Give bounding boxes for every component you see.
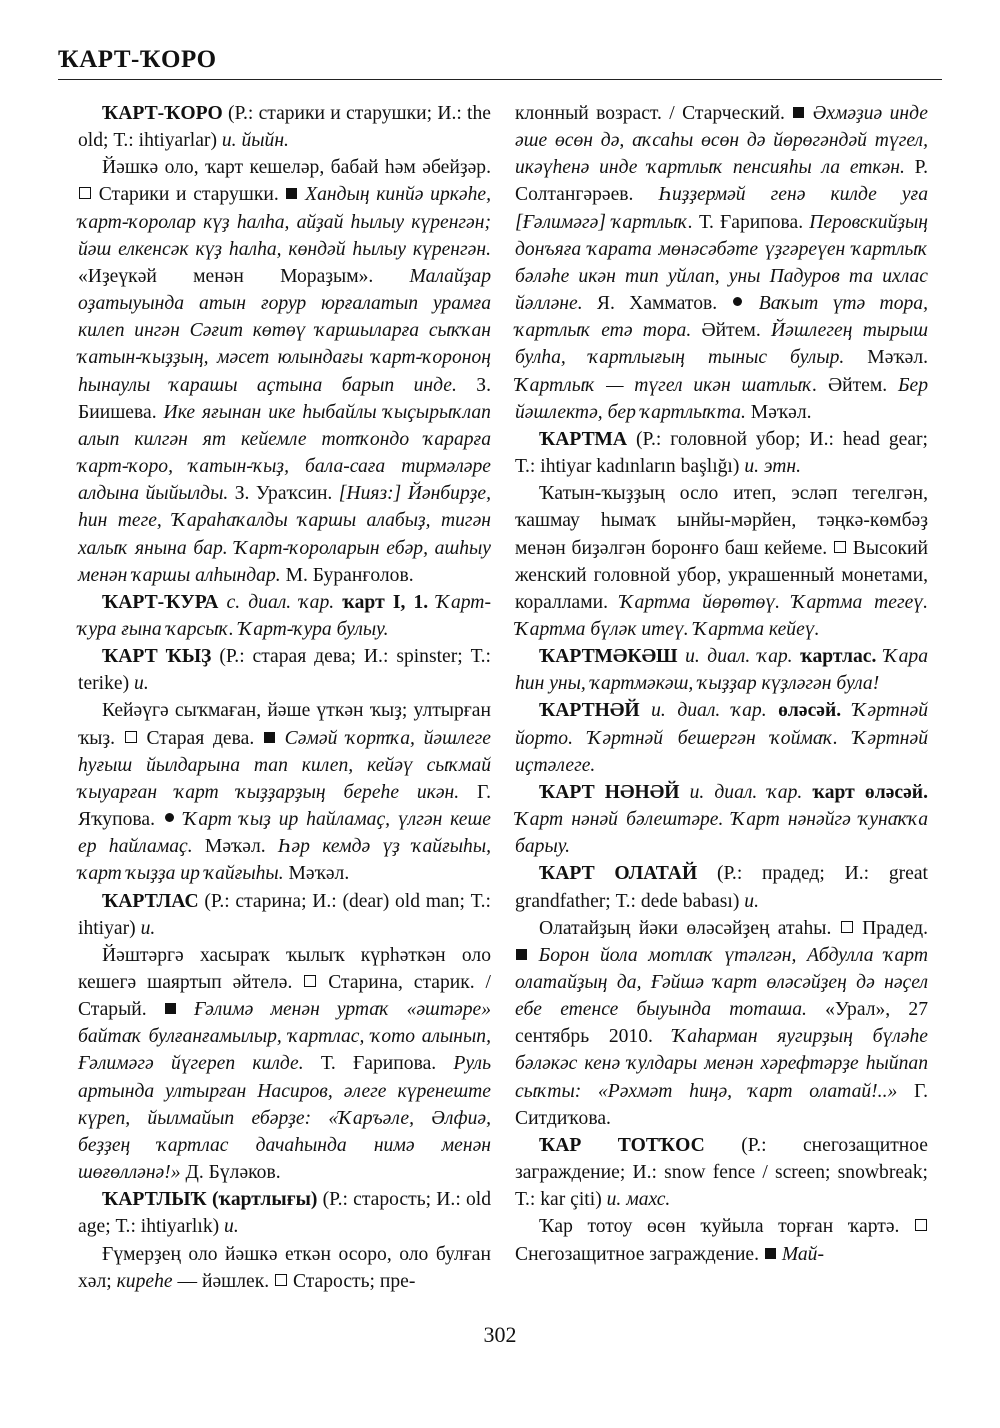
entry-gloss: (Р.: старость; И.: old age; Т.: ihtiyarlık) [78, 1189, 492, 1238]
right-column [515, 100, 928, 1268]
antonym: — йәшлек. [172, 1270, 275, 1292]
cross-reference: ҡарт I, 1. [342, 591, 429, 613]
example-text: Әхмәҙиә инде әше өсөн дә, аҡсаһы өсөн дә йөрөгәндәй түгел, икәүһенә инде ҡартлыҡ пенсияһы ла еткән. [515, 103, 928, 179]
definition [515, 1213, 928, 1267]
grammar-label: и. махс. [606, 1189, 671, 1211]
source: Мәҡәл. [750, 401, 812, 423]
russian-marker-icon [79, 187, 91, 199]
headword: ҠАРТМӘКӘШ [539, 646, 678, 668]
example-text: Борон йола мотлаҡ үтәлгән, Абдулла ҡарт олатайҙың да, Ғәйшә ҡарт өләсәйҙең дә нәҫел ебе етенсе быуында тоташа. [515, 944, 928, 1021]
russian-marker-icon [915, 1219, 927, 1231]
cross-reference: ҡарт өләсәй. [812, 781, 928, 803]
grammar-label: и. [134, 673, 149, 695]
source: М. Буранғолов. [285, 564, 414, 586]
example-marker-icon [264, 732, 275, 743]
page-number: 302 [483, 1322, 517, 1347]
definition-text: Кейәүгә сыҡмаған, йәше үткән ҡыҙ; ултырған ҡыҙ. [78, 700, 491, 749]
example-text: Май- [781, 1243, 824, 1265]
entry-kartlyk [78, 1186, 491, 1240]
definition [78, 697, 491, 887]
cross-reference: ҡартлас. [800, 646, 877, 668]
example-marker-icon [793, 107, 804, 118]
example-text: Руль артында ултырған Насиров, әлеге күренеште күреп, йылмайып ебәрҙе: «Ҡаръәле, Әлфиә, беҙҙең ҡартлас дачаһында нимә менән шөғөлләнә!» [78, 1053, 491, 1184]
russian-translation: Старая дева. [146, 727, 263, 749]
definition-text: Олатайҙың йәки өләсәйҙең атаһы. [539, 917, 840, 939]
grammar-label: и. диал. ҡар. [677, 646, 801, 668]
example-text: Ҡарт-ҡура ғына ҡарсыҡ. Ҡарт-ҡура булыу. [78, 591, 491, 640]
example-text: Ҡаһарман яугирҙың бүләһе бәләкәс кенә ҡулдары менән хәрефтәрҙе һыйпап сыҡты: «Рәхмәт һиңә, ҡарт олатай!..» [515, 1026, 928, 1102]
russian-marker-icon [125, 731, 137, 743]
definition-text: Йәштәргә хасыраҡ ҡылыҡ күрһәткән оло кешегә шаяртып әйтелә. [78, 944, 491, 993]
headword: ҠАРТЛАС [102, 890, 199, 912]
russian-translation: Высокий женский головной убор, украшенный монетами, кораллами. [515, 537, 928, 613]
cross-reference: өләсәй. [778, 700, 842, 722]
example-text: Бер йәшлектә, бер ҡартлыҡта. [515, 374, 928, 423]
source: Я. Хамматов. [596, 293, 732, 315]
antonym-label: киреһе [116, 1270, 173, 1292]
entry-kart-nanay [515, 779, 928, 860]
example-text: Малайҙар оҙатыуында атын ғорур юрғалатып урамға килеп ингән Сәғит көтөү ҡаршыларға сыҡҡан ҡатын-ҡыҙҙың, мәсет юлындағы ҡарт-ҡороноң һынаулы ҡарашы аҫтына барып инде. [78, 265, 491, 396]
entry-gloss: (Р.: старая дева; И.: spinster; Т.: terike) [78, 646, 491, 695]
source: Р. Солтангәрәев. [515, 157, 928, 206]
source: «Урал», 27 сентябрь 2010. [515, 999, 928, 1048]
entry-kar-totkos [515, 1132, 928, 1213]
example-text: Ике яғынан ике һыбайлы ҡыҫырыҡлап алып килгән ят кейемле тотҡондо ҡарарға ҡарт-ҡоро, ҡатын-ҡыҙ, бала-саға тирмәләре алдына йыйылды. [78, 401, 491, 505]
entry-kart-koro [78, 100, 491, 154]
source: Т. Ғарипова. [698, 211, 810, 233]
headword: ҠАРТ ОЛАТАЙ [539, 863, 698, 885]
definition-text: Йәшкә оло, ҡарт кешеләр, бабай һәм әбейҙәр. [102, 157, 491, 179]
proverb-marker-icon [733, 297, 742, 306]
entry-kartnay [515, 697, 928, 778]
grammar-label: и. [744, 890, 759, 912]
example-marker-icon [765, 1248, 776, 1259]
russian-marker-icon [304, 975, 316, 987]
entry-kartma [515, 426, 928, 480]
grammar-label: и. [224, 1216, 239, 1238]
headword: ҠАРТНӘЙ [539, 700, 640, 722]
example-text: Ғәлимә менән уртаҡ «әштәре» байтаҡ булғанғамылыр, ҡартлас, ҡото алынып, Ғәлимәгә йүгереп килде. [78, 999, 491, 1075]
russian-translation: Старина, старик. / Старый. [78, 972, 492, 1021]
source: З. Биишева. [78, 374, 491, 423]
russian-marker-icon [834, 541, 846, 553]
russian-marker-icon [275, 1274, 287, 1286]
source: Мәҡәл. [204, 836, 278, 858]
example-text: Ҡәртнәй йорто. Ҡәртнәй бешергән ҡоймаҡ. Ҡәртнәй иҫтәлеге. [515, 700, 928, 776]
definition [78, 154, 491, 589]
entry-kart-olatay [515, 860, 928, 914]
left-column [78, 100, 491, 1295]
example-text: Ҡарт ҡыҙ ир һайламаҫ, үлгән кеше ер һайламаҫ. [78, 809, 491, 858]
example-text: Ҡартма йөрөтөү. Ҡартма тегеү. Ҡартма бүләк итеү. Ҡартма кейеү. [515, 591, 929, 640]
headword: ҠАРТ НӘНӘЙ [539, 781, 680, 803]
example-text: Һәр кемдә үҙ ҡайғыһы, ҡарт ҡыҙҙа ир ҡайғыһы. [78, 836, 491, 885]
header-rule [58, 79, 942, 80]
entry-kart-kura [78, 589, 491, 643]
definition-continued [515, 100, 928, 426]
grammar-label: с. диал. ҡар. [218, 591, 343, 613]
source: Әйтем. [701, 320, 772, 342]
headword: ҠАР ТОТҠОС [539, 1134, 705, 1156]
source: Г. Яҡупова. [78, 781, 491, 831]
example-text: Сәмәй ҡортҡа, йәшлеге һуғыш йылдарына тап килеп, кейәү сыҡмай ҡыуарған ҡарт ҡыҙҙарҙың береһе икән. [78, 727, 491, 803]
entry-gloss: (Р.: головной убор; И.: head gear; Т.: ihtiyar kadınların başlığı) [515, 428, 928, 478]
headword: ҠАРТ-ҠОРО [102, 103, 223, 124]
source: Мәҡәл. [288, 863, 350, 885]
entry-kart-kyz [78, 643, 491, 697]
russian-translation: Старики и старушки. [98, 184, 286, 206]
example-text: Хандың кинйә иркәһе, ҡарт-ҡоролар күҙ һалһа, айҙай һылыу күренгән; йәш елкенсәк күҙ һалһа, көндәй һылыу күренгән. [78, 184, 491, 260]
proverb-marker-icon [165, 813, 174, 822]
example-text: Ҡара һин уны, ҡартмәкәш, ҡыҙҙар күҙләгән була! [515, 646, 928, 695]
grammar-label: и. диал. ҡар. [679, 781, 813, 803]
russian-translation: клонный возраст. / Старческий. [515, 103, 793, 124]
example-text: Ҡартлыҡ — түгел икән шатлыҡ. [515, 374, 828, 396]
source: «Иҙеүкәй менән Мораҙым». [78, 265, 410, 287]
headword: ҠАРТ ҠЫҘ [102, 646, 212, 668]
source: З. Ураҡсин. [234, 483, 339, 505]
source: Әйтем. [827, 374, 898, 396]
definition-text: Ҡатын-ҡыҙҙың осло итеп, эсләп тегелгән, ҡашмау һымаҡ ынйы-мәрйен, тәңкә-көмбәҙ менән биҙәлгән боронғо баш кейеме. [515, 483, 928, 559]
entry-kartmakash [515, 643, 928, 697]
headword: ҠАРТ-ҠУРА [102, 591, 219, 613]
russian-translation: Прадед. [862, 917, 928, 939]
headword: ҠАРТМА [539, 428, 628, 450]
example-marker-icon [165, 1003, 176, 1014]
definition [78, 942, 491, 1186]
grammar-label: и. [140, 917, 156, 939]
source: Д. Бүләков. [185, 1162, 281, 1184]
entry-kartlas [78, 888, 491, 942]
entry-gloss: (Р.: снегозащитное заграждение; И.: snow fence / screen; snowbreak; Т.: kar çiti) [515, 1134, 928, 1211]
running-head: ҠАРТ-ҠОРО [58, 46, 217, 73]
source: Г. Ситдиҡова. [515, 1080, 928, 1129]
entry-gloss: (Р.: старики и старушки; И.: the old; Т.: ihtiyarlar) [78, 103, 491, 152]
example-text: Ваҡыт үтә тора, ҡартлыҡ етә тора. [515, 293, 928, 342]
source: Т. Ғарипова. [320, 1053, 454, 1075]
example-text: [Нияз:] Йәнбирҙе, һин теге, Ҡараһаҡалды ҡаршы алабыҙ, тигән халыҡ янына бар. Ҡарт-ҡороларын ебәр, ашһыу менән ҡаршы алһындар. [78, 483, 491, 586]
definition [78, 1241, 491, 1295]
entry-gloss: (Р.: старина; И.: (dear) old man; Т.: ihtiyar) [78, 890, 491, 939]
example-text: Ҡарт нәнәй бәлештәре. Ҡарт нәнәйгә ҡунаҡҡа барыу. [515, 809, 928, 858]
definition [515, 915, 928, 1132]
grammar-label: и. этн. [744, 456, 802, 478]
example-marker-icon [516, 949, 527, 960]
headword: ҠАРТЛЫҠ (ҡартлығы) [102, 1189, 318, 1211]
russian-marker-icon [841, 921, 853, 933]
russian-translation: Старость; пре- [292, 1270, 416, 1292]
example-text: Һиҙҙермәй генә килде уға [Ғәлимәгә] ҡартлыҡ. [515, 184, 929, 233]
example-text: Перовскийҙың донъяға ҡарата мөнәсәбәте үҙгәреүен ҡартлыҡ бәләһе икән тип уйлап, уны Падуров та ихлас йәлләне. [515, 211, 928, 315]
definition [515, 480, 928, 643]
russian-translation: Снегозащитное заграждение. [515, 1243, 764, 1265]
definition-text: Ғүмерҙең оло йәшкә еткән осоро, оло булған хәл; [78, 1243, 491, 1292]
entry-gloss: (Р.: прадед; И.: great grandfather; Т.: dede babası) [515, 863, 928, 912]
definition-text: Ҡар тотоу өсөн ҡуйыла торған ҡартә. [539, 1216, 914, 1238]
example-text: Йәшлегең тырыш булһа, ҡартлығың тыныс булыр. [515, 320, 928, 369]
grammar-label: и. йыйн. [221, 130, 289, 152]
grammar-label: и. диал. ҡар. [639, 700, 779, 722]
example-marker-icon [286, 188, 297, 199]
source: Мәҡәл. [867, 347, 928, 369]
